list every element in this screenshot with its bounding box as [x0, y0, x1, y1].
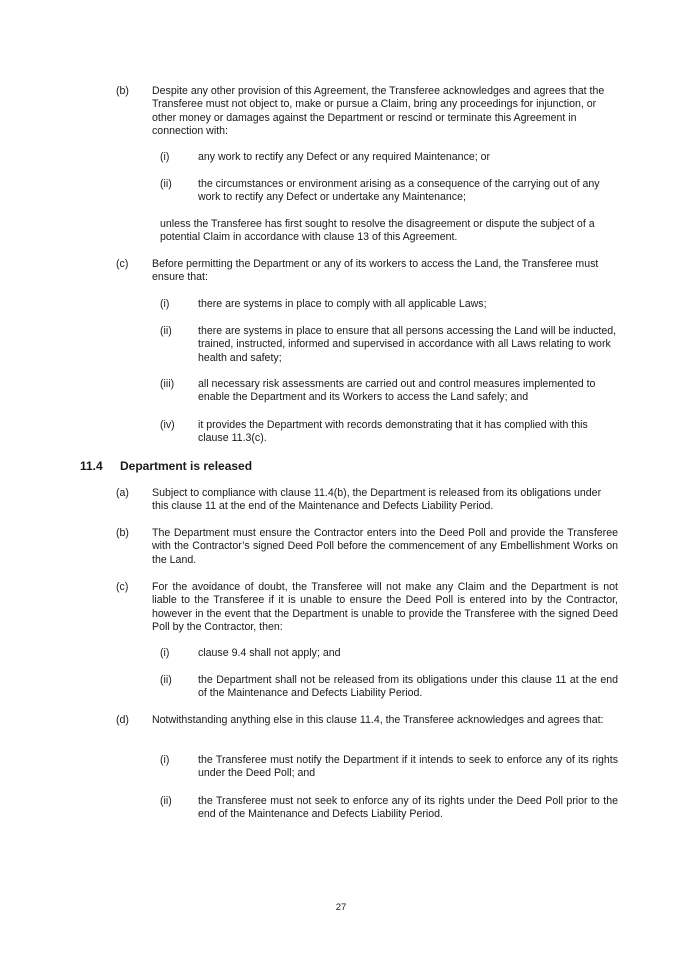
- clause-11-3-b-ii-text: the circumstances or environment arising as a consequence of the carrying out of any work to rectify any Defect or undertake any Maintenance;: [198, 178, 600, 204]
- clause-11-3-c-ii-text: there are systems in place to ensure that all persons accessing the Land will be inducted, trained, instructed, informed and supervised in accordance with all Laws relating to work health and safety;: [198, 325, 617, 364]
- clause-11-3-b-tail-text: unless the Transferee has first sought to resolve the disagreement or dispute the subject of a potential Claim in accordance with clause 13 of this Agreement.: [160, 218, 595, 244]
- clause-11-3-c-label: (c): [116, 258, 129, 270]
- clause-11-4-c-i-text: clause 9.4 shall not apply; and: [198, 647, 341, 659]
- clause-11-3-c-i-text: there are systems in place to comply with all applicable Laws;: [198, 298, 487, 310]
- clause-11-4-title: Department is released: [120, 459, 253, 473]
- clause-11-3-b-i-text: any work to rectify any Defect or any required Maintenance; or: [198, 151, 491, 163]
- clause-11-3-b-text: Despite any other provision of this Agreement, the Transferee acknowledges and agrees that the Transferee must not object to, make or pursue a Claim, bring any proceedings for injunction, or other money or damages against the Department or rescind or terminate this Agreement in connection with:: [152, 85, 605, 138]
- clause-11-4-a-label: (a): [116, 487, 129, 499]
- clause-11-4-a-text: Subject to compliance with clause 11.4(b), the Department is released from its obligations under this clause 11 at the end of the Maintenance and Defects Liability Period.: [152, 487, 602, 513]
- clause-11-3-c-iv-label: (iv): [160, 419, 175, 431]
- clause-11-3-c-iii-label: (iii): [160, 378, 175, 390]
- clause-11-4-c-i-label: (i): [160, 647, 170, 659]
- clause-11-3-c-i-label: (i): [160, 298, 170, 310]
- clause-11-4-d-i-label: (i): [160, 754, 170, 766]
- clause-11-4-c-text: For the avoidance of doubt, the Transferee will not make any Claim and the Department is not liable to the Transferee if it is unable to ensure the Deed Poll is entered into by the Contractor, however in the event that the Department is unable to provide the Transferee with the signed Deed Poll by the Contractor, then:: [152, 581, 618, 634]
- clause-11-3-b-label: (b): [116, 85, 129, 97]
- clause-11-4-c-ii-text: the Department shall not be released from its obligations under this clause 11 at the end of the Maintenance and Defects Liability Period.: [198, 674, 618, 700]
- clause-11-4-b-label: (b): [116, 527, 129, 539]
- clause-11-3-c-text: Before permitting the Department or any of its workers to access the Land, the Transferee must ensure that:: [152, 258, 599, 284]
- clause-11-4-d-ii-text: the Transferee must not seek to enforce any of its rights under the Deed Poll prior to the end of the Maintenance and Defects Liability Period.: [198, 795, 618, 821]
- clause-11-4-b-text: The Department must ensure the Contractor enters into the Deed Poll and provide the Transferee with the Contractor’s signed Deed Poll before the commencement of any Embellishment Works on the Land.: [152, 527, 618, 566]
- clause-11-3-b-i-label: (i): [160, 151, 170, 163]
- clause-11-3-c-iii-text: all necessary risk assessments are carried out and control measures implemented to enable the Department and its Workers to access the Land safely; and: [198, 378, 596, 404]
- clause-11-4-d-ii-label: (ii): [160, 795, 172, 807]
- clause-11-4-number: 11.4: [80, 459, 103, 473]
- clause-11-3-c-ii-label: (ii): [160, 325, 172, 337]
- clause-11-3-c-iv-text: it provides the Department with records demonstrating that it has complied with this clause 11.3(c).: [198, 419, 588, 445]
- clause-11-4-c-label: (c): [116, 581, 129, 593]
- clause-11-4-c-ii-label: (ii): [160, 674, 172, 686]
- clause-11-3-b-ii-label: (ii): [160, 178, 172, 190]
- clause-11-4-d-label: (d): [116, 714, 129, 726]
- page-number: 27: [335, 902, 347, 913]
- clause-11-4-d-text: Notwithstanding anything else in this clause 11.4, the Transferee acknowledges and agrees that:: [152, 714, 604, 726]
- clause-11-4-d-i-text: the Transferee must notify the Department if it intends to seek to enforce any of its rights under the Deed Poll; and: [198, 754, 618, 780]
